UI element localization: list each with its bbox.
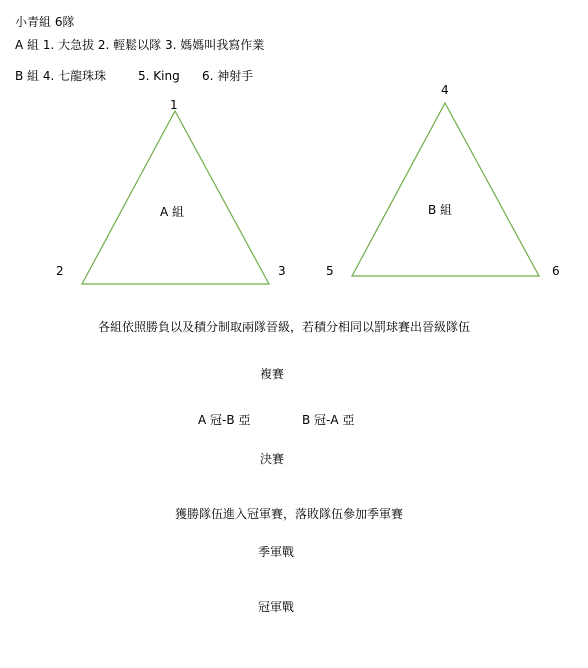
final-description: 獲勝隊伍進入冠軍賽，落敗隊伍參加季軍賽	[175, 507, 404, 521]
triangle-a-label: A 組	[160, 205, 185, 219]
triangle-a-vertex-right: 3	[278, 264, 286, 278]
triangle-group-a	[82, 111, 269, 284]
triangle-a-vertex-top: 1	[170, 98, 178, 112]
triangle-b-vertex-right: 6	[552, 264, 560, 278]
final-title: 決賽	[260, 452, 285, 466]
group-b-team-5: 5. King	[138, 69, 180, 83]
third-place-match: 季軍戰	[258, 545, 295, 559]
document-title: 小青組 6隊	[15, 15, 75, 29]
triangle-b-label: B 組	[428, 203, 453, 217]
semifinal-match-1: A 冠-B 亞	[198, 413, 251, 427]
group-b-team-6: 6. 神射手	[202, 69, 254, 83]
triangle-a-vertex-left: 2	[56, 264, 64, 278]
championship-match: 冠軍戰	[258, 600, 295, 614]
advancement-rule: 各組依照勝負以及積分制取兩隊晉級，若積分相同以罰球賽出晉級隊伍	[98, 320, 471, 334]
group-a-teams: A 組 1. 大急拔 2. 輕鬆以隊 3. 媽媽叫我寫作業	[15, 38, 265, 52]
semifinal-match-2: B 冠-A 亞	[302, 413, 355, 427]
semifinal-title: 複賽	[260, 367, 285, 381]
triangle-group-b	[352, 103, 539, 276]
triangle-b-vertex-top: 4	[441, 83, 449, 97]
triangle-b-vertex-left: 5	[326, 264, 334, 278]
group-b-teams: B 組 4. 七龍珠珠	[15, 69, 107, 83]
